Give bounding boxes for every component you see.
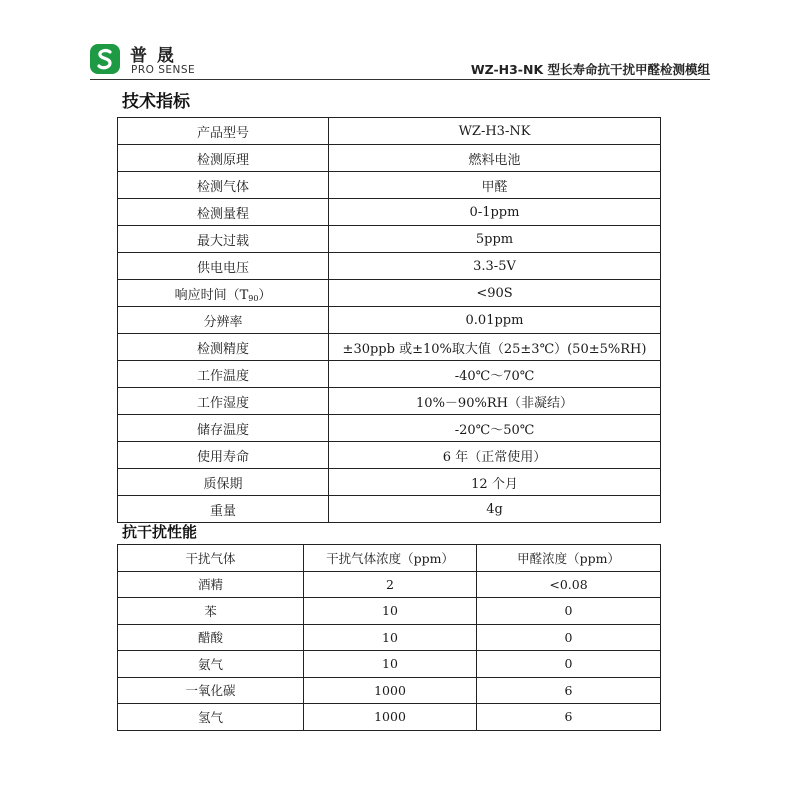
interference-row [118, 571, 661, 598]
table-cell: 10 [304, 598, 477, 625]
table-cell: 氨气 [118, 651, 304, 678]
table-cell: 1000 [304, 704, 477, 731]
spec-value: 0.01ppm [329, 307, 661, 334]
spec-value: 6 年（正常使用） [329, 442, 661, 469]
spec-value: ±30ppb 或±10%取大值（25±3℃）(50±5%RH) [329, 334, 661, 361]
spec-value: WZ-H3-NK [329, 118, 661, 145]
interference-section-title: 抗干扰性能 [122, 523, 198, 541]
table-cell: 1000 [304, 677, 477, 704]
interference-table [117, 544, 661, 731]
spec-value: 3.3-5V [329, 253, 661, 280]
spec-row [118, 388, 661, 415]
table-cell: <0.08 [477, 571, 661, 598]
spec-row [118, 118, 661, 145]
spec-value: 10%－90%RH（非凝结） [329, 388, 661, 415]
spec-row [118, 280, 661, 307]
spec-row [118, 334, 661, 361]
spec-row [118, 469, 661, 496]
spec-label: 供电电压 [118, 253, 329, 280]
spec-label: 检测原理 [118, 145, 329, 172]
logo-chinese-name: 普 晟 [130, 46, 176, 66]
table-cell: 苯 [118, 598, 304, 625]
interference-row [118, 624, 661, 651]
spec-label: 检测量程 [118, 199, 329, 226]
table-cell: 0 [477, 624, 661, 651]
table-cell: 一氧化碳 [118, 677, 304, 704]
header-divider [90, 79, 710, 80]
column-header: 干扰气体浓度（ppm） [304, 545, 477, 572]
table-cell: 0 [477, 651, 661, 678]
spec-row [118, 496, 661, 523]
spec-row [118, 145, 661, 172]
spec-row [118, 226, 661, 253]
specs-table [117, 117, 661, 523]
spec-label: 检测精度 [118, 334, 329, 361]
table-cell: 10 [304, 624, 477, 651]
spec-value: -20℃～50℃ [329, 415, 661, 442]
table-cell: 0 [477, 598, 661, 625]
interference-header-row [118, 545, 661, 572]
spec-value: 0-1ppm [329, 199, 661, 226]
spec-label: 使用寿命 [118, 442, 329, 469]
spec-row [118, 361, 661, 388]
page-header [90, 40, 710, 80]
table-cell: 10 [304, 651, 477, 678]
spec-row [118, 307, 661, 334]
spec-value: 4g [329, 496, 661, 523]
spec-label: 重量 [118, 496, 329, 523]
spec-value: -40℃～70℃ [329, 361, 661, 388]
spec-label: 工作温度 [118, 361, 329, 388]
spec-label: 检测气体 [118, 172, 329, 199]
document-title: WZ-H3-NK 型长寿命抗干扰甲醛检测模组 [470, 62, 710, 77]
spec-label: 响应时间$(T_{90})$ [118, 280, 329, 307]
table-cell: 6 [477, 704, 661, 731]
column-header: 甲醛浓度（ppm） [477, 545, 661, 572]
pro-sense-logo-icon [90, 44, 120, 74]
spec-row [118, 253, 661, 280]
spec-label: 分辨率 [118, 307, 329, 334]
spec-label: 工作湿度 [118, 388, 329, 415]
spec-label: 质保期 [118, 469, 329, 496]
spec-value: 甲醛 [329, 172, 661, 199]
spec-row [118, 415, 661, 442]
spec-row [118, 199, 661, 226]
table-cell: 6 [477, 677, 661, 704]
spec-value: 燃料电池 [329, 145, 661, 172]
spec-row [118, 172, 661, 199]
column-header: 干扰气体 [118, 545, 304, 572]
spec-label: 最大过载 [118, 226, 329, 253]
interference-row [118, 651, 661, 678]
logo-english-name: PRO SENSE [131, 64, 196, 76]
spec-label: 产品型号 [118, 118, 329, 145]
interference-row [118, 677, 661, 704]
spec-value: <90S [329, 280, 661, 307]
table-cell: 氢气 [118, 704, 304, 731]
table-cell: 2 [304, 571, 477, 598]
table-cell: 醋酸 [118, 624, 304, 651]
interference-row [118, 704, 661, 731]
spec-value: 5ppm [329, 226, 661, 253]
interference-row [118, 598, 661, 625]
table-cell: 酒精 [118, 571, 304, 598]
specs-section-title: 技术指标 [122, 92, 190, 112]
spec-value: 12 个月 [329, 469, 661, 496]
spec-label: 储存温度 [118, 415, 329, 442]
spec-row [118, 442, 661, 469]
